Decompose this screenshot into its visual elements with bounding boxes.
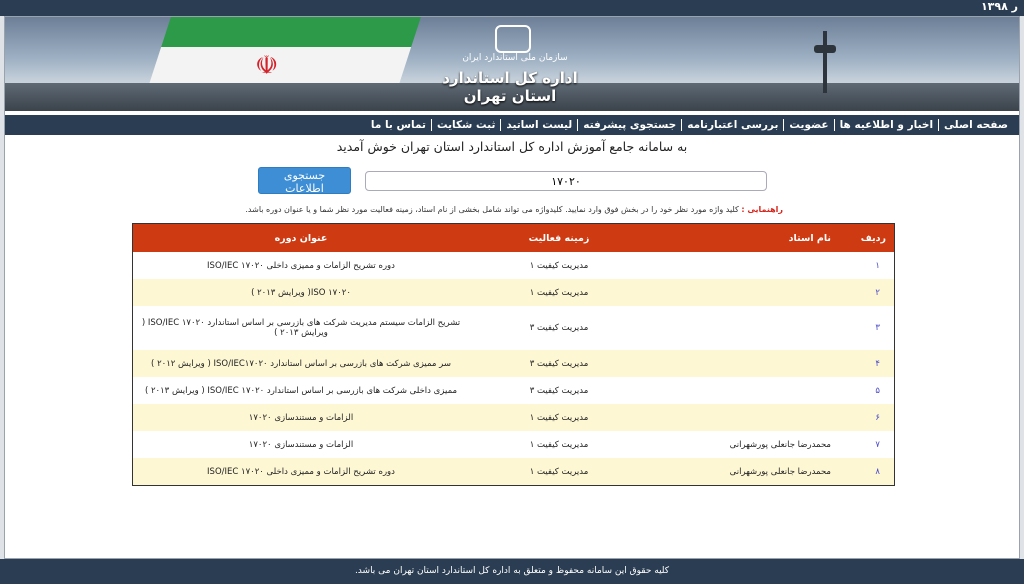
page-frame bbox=[4, 16, 1020, 559]
header-teacher: نام استاد bbox=[788, 232, 831, 244]
cell-teacher bbox=[649, 404, 839, 431]
cell-course-title: دوره تشریح الزامات و ممیزی داخلی ISO/IEC ۱۷۰۲۰ bbox=[207, 466, 395, 477]
cell-activity-area: مدیریت کیفیت ۱ bbox=[529, 466, 589, 477]
nav-credential-check[interactable]: بررسی اعتبارنامه bbox=[681, 119, 783, 131]
cell-activity-area: مدیریت کیفیت ۳ bbox=[529, 358, 589, 369]
nav-news[interactable]: اخبار و اطلاعیه ها bbox=[834, 119, 938, 131]
cell-teacher bbox=[649, 350, 839, 377]
main-nav bbox=[5, 115, 1019, 135]
hint-label: راهنمایی : bbox=[741, 205, 783, 214]
cell-teacher: محمدرضا جانعلی پورشهرانی bbox=[729, 439, 831, 450]
standard-logo-icon bbox=[495, 25, 531, 53]
table-row[interactable] bbox=[133, 279, 894, 306]
cell-course-title: تشریح الزامات سیستم مدیریت شرکت های بازرسی بر اساس استاندارد ISO/IEC ۱۷۰۲۰ ( ویرایش ۲۰۱۳ ) bbox=[141, 318, 461, 338]
cell-row-number: ۷ bbox=[875, 439, 880, 450]
cell-course-title: الزامات و مستندسازی ۱۷۰۲۰ bbox=[248, 439, 354, 450]
table-row[interactable] bbox=[133, 404, 894, 431]
table-header-row bbox=[133, 224, 894, 252]
cell-row-number: ۱ bbox=[875, 260, 880, 271]
cell-row-number: ۲ bbox=[875, 287, 880, 298]
cell-course-title: سر ممیزی شرکت های بازرسی بر اساس استاندارد ISO/IEC۱۷۰۲۰ ( ویرایش ۲۰۱۲ ) bbox=[151, 358, 451, 369]
cell-activity-area: مدیریت کیفیت ۱ bbox=[529, 287, 589, 298]
nav-complaint[interactable]: ثبت شکایت bbox=[431, 119, 500, 131]
search-button[interactable]: جستجوی اطلاعات bbox=[258, 167, 351, 194]
cell-activity-area: مدیریت کیفیت ۱ bbox=[529, 439, 589, 450]
table-row[interactable] bbox=[133, 431, 894, 458]
org-name-small: سازمان ملی استاندارد ایران bbox=[462, 53, 568, 63]
cell-activity-area: مدیریت کیفیت ۳ bbox=[529, 323, 589, 333]
cell-row-number: ۶ bbox=[875, 412, 880, 423]
nav-contact[interactable]: تماس با ما bbox=[370, 119, 426, 131]
search-hint bbox=[5, 205, 783, 214]
nav-advanced-search[interactable]: جستجوی پیشرفته bbox=[577, 119, 681, 131]
cell-row-number: ۴ bbox=[875, 358, 880, 369]
cell-course-title: دوره تشریح الزامات و ممیزی داخلی ISO/IEC ۱۷۰۲۰ bbox=[207, 260, 395, 271]
nav-teachers-list[interactable]: لیست اساتید bbox=[500, 119, 577, 131]
table-row[interactable] bbox=[133, 458, 894, 485]
nav-home[interactable]: صفحه اصلی bbox=[938, 119, 1013, 131]
cell-row-number: ۳ bbox=[875, 323, 880, 333]
cell-teacher bbox=[649, 377, 839, 404]
milad-tower-icon bbox=[823, 31, 827, 93]
header-activity-area: زمینه فعالیت bbox=[528, 232, 590, 244]
header-banner bbox=[5, 17, 1019, 111]
search-input[interactable] bbox=[365, 171, 767, 191]
hint-text: کلید واژه مورد نظر خود را در بخش فوق وارد نمایید. کلیدواژه می تواند شامل بخشی از نام استاد، زمینه فعالیت مورد نظر شما و یا عنوان دوره باشد. bbox=[245, 205, 742, 214]
cell-row-number: ۸ bbox=[875, 466, 880, 477]
footer-copyright: کلیه حقوق این سامانه محفوظ و متعلق به اداره کل استاندارد استان تهران می باشد. bbox=[0, 559, 1024, 584]
cell-teacher bbox=[649, 279, 839, 306]
cell-activity-area: مدیریت کیفیت ۱ bbox=[529, 260, 589, 271]
results-table bbox=[132, 223, 895, 486]
cell-teacher: محمدرضا جانعلی پورشهرانی bbox=[729, 466, 831, 477]
top-bar bbox=[0, 0, 1024, 16]
cell-row-number: ۵ bbox=[875, 385, 880, 396]
cell-teacher bbox=[649, 252, 839, 279]
cell-teacher bbox=[649, 306, 839, 350]
cell-course-title: الزامات و مستندسازی ۱۷۰۲۰ bbox=[248, 412, 354, 423]
table-row[interactable] bbox=[133, 306, 894, 350]
cell-course-title: ISO ۱۷۰۲۰( ویرایش ۲۰۱۳ ) bbox=[251, 287, 351, 298]
nav-membership[interactable]: عضویت bbox=[783, 119, 833, 131]
cell-course-title: ممیزی داخلی شرکت های بازرسی بر اساس استاندارد ISO/IEC ۱۷۰۲۰ ( ویرایش ۲۰۱۳ ) bbox=[144, 385, 458, 396]
cell-activity-area: مدیریت کیفیت ۱ bbox=[529, 412, 589, 423]
date-text: ر ۱۳۹۸ bbox=[980, 0, 1018, 13]
header-course-title: عنوان دوره bbox=[274, 232, 328, 244]
table-row[interactable] bbox=[133, 252, 894, 279]
welcome-message: به سامانه جامع آموزش اداره کل استاندارد استان تهران خوش آمدید bbox=[336, 139, 688, 154]
cell-activity-area: مدیریت کیفیت ۳ bbox=[529, 385, 589, 396]
table-row[interactable] bbox=[133, 350, 894, 377]
table-row[interactable] bbox=[133, 377, 894, 404]
header-row-number: ردیف bbox=[860, 232, 886, 244]
iran-flag-image: ☫ bbox=[137, 17, 423, 111]
org-name-large: اداره کل استاندارد استان تهران bbox=[442, 69, 578, 105]
